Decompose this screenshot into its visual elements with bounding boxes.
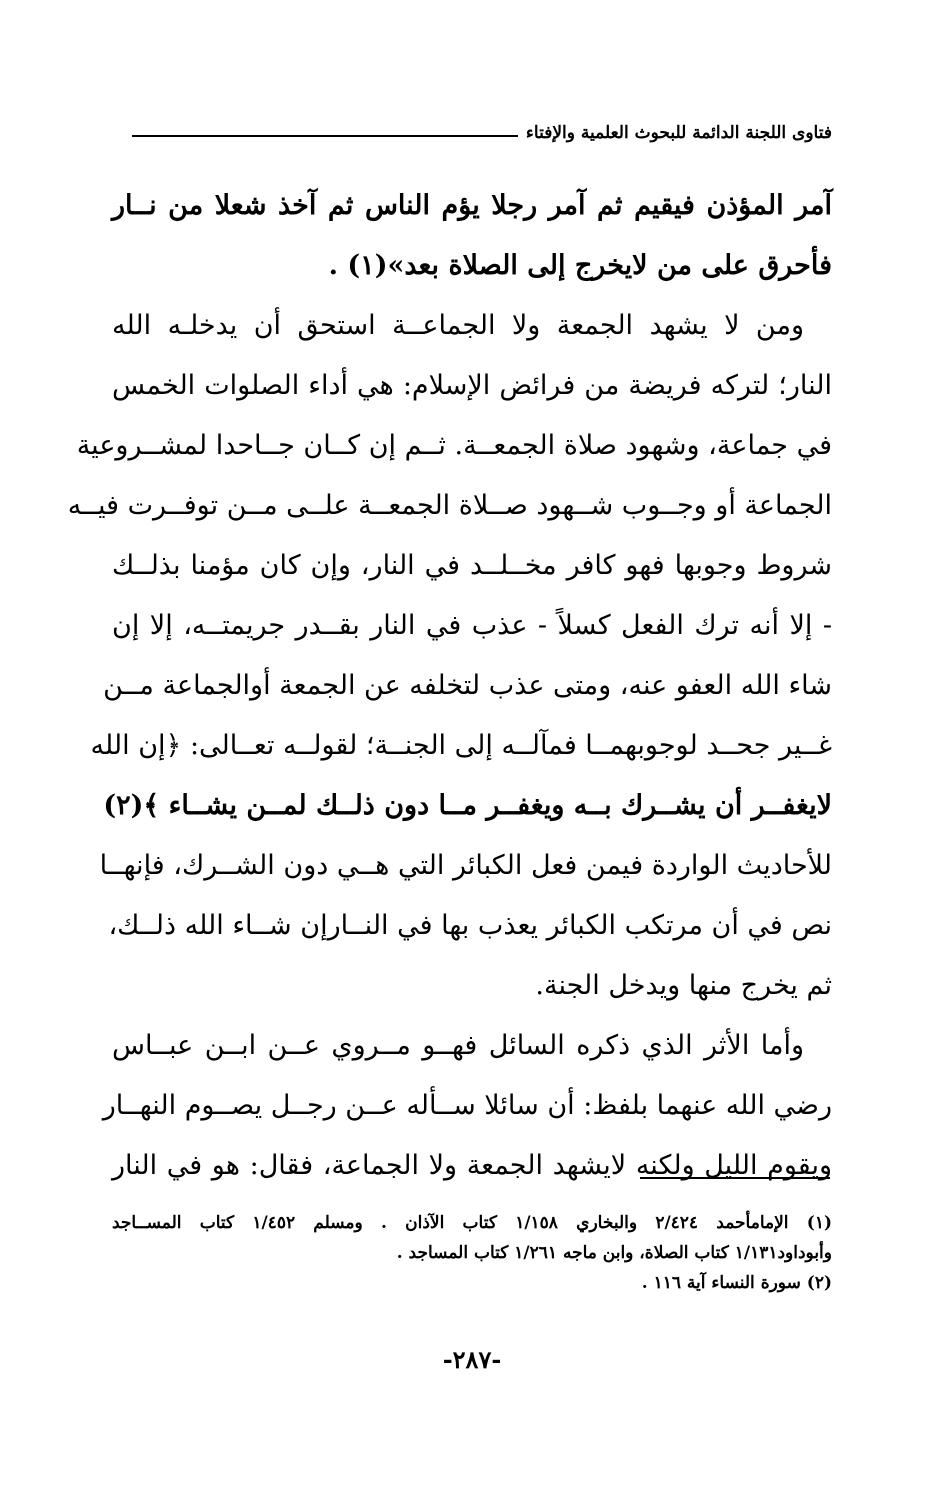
body-line-1: آمر المؤذن فيقيم ثم آمر رجلا يؤم الناس ثم آخذ شعلا من نــار — [112, 190, 832, 221]
footnote-1-continued: وأبوداود١/١٣١ كتاب الصلاة، وابن ماجه ١/٢٦١ كتاب المساجد . — [396, 1243, 832, 1263]
body-line-17: ويقوم الليل ولكنه لايشهد الجمعة ولا الجماعة، فقال: هو في النار — [112, 1150, 832, 1181]
header-title: فتاوى اللجنة الدائمة للبحوث العلمية والإفتاء — [525, 123, 832, 143]
body-line-6: الجماعة أو وجــوب شــهود صــلاة الجمعــة علــى مــن توفــرت فيــه — [67, 490, 832, 521]
body-line-11: لايغفــر أن يشــرك بــه ويغفــر مــا دون ذلــك لمــن يشــاء ﴾(٢) — [103, 790, 832, 821]
body-line-8: - إلا أنه ترك الفعل كسلاً - عذب في النار بقــدر جريمتــه، إلا إن — [112, 610, 832, 641]
footnote-separator — [640, 1177, 830, 1179]
body-text — [67, 176, 832, 1196]
body-line-16: رضي الله عنهما بلفظ: أن سائلا ســأله عــن رجــل يصــوم النهــار — [102, 1090, 832, 1121]
body-line-12: للأحاديث الواردة فيمن فعل الكبائر التي هــي دون الشــرك، فإنهــا — [99, 850, 832, 881]
body-line-10: غــير جحــد لوجوبهمــا فمآلــه إلى الجنــة؛ لقولــه تعــالى: ﴿إن الله — [90, 730, 832, 761]
body-line-3: ومن لا يشهد الجمعة ولا الجماعــة استحق أن يدخلـه الله — [112, 310, 804, 341]
footnote-1: (١) الإمامأحمد ٢/٤٢٤ والبخاري ١/١٥٨ كتاب الآذان . ومسلم ١/٤٥٢ كتاب المســاجد — [112, 1213, 832, 1233]
body-line-9: شاء الله العفو عنه، ومتى عذب لتخلفه عن الجمعة أوالجماعة مــن — [103, 670, 832, 701]
page-number: -٢٨٧- — [442, 1345, 502, 1374]
body-line-4: النار؛ لتركه فريضة من فرائض الإسلام: هي أداء الصلوات الخمس — [112, 370, 832, 401]
body-line-14: ثم يخرج منها ويدخل الجنة. — [535, 970, 832, 1001]
body-line-13: نص في أن مرتكب الكبائر يعذب بها في النــارإن شــاء الله ذلــك، — [108, 910, 832, 941]
footnote-2: (٢) سورة النساء آية ١١٦ . — [641, 1273, 832, 1293]
body-line-7: شروط وجوبها فهو كافر مخــلــد في النار، وإن كان مؤمنا بذلــك — [112, 550, 832, 581]
body-line-5: في جماعة، وشهود صلاة الجمعــة. ثــم إن كــان جــاحدا لمشــروعية — [76, 430, 832, 461]
body-line-2: فأحرق على من لايخرج إلى الصلاة بعد»(١) . — [328, 250, 832, 281]
body-line-15: وأما الأثر الذي ذكره السائل فهــو مــروي عــن ابــن عبــاس — [112, 1030, 804, 1061]
running-header — [132, 118, 832, 148]
header-rule — [132, 135, 518, 137]
footnotes — [112, 1208, 832, 1298]
